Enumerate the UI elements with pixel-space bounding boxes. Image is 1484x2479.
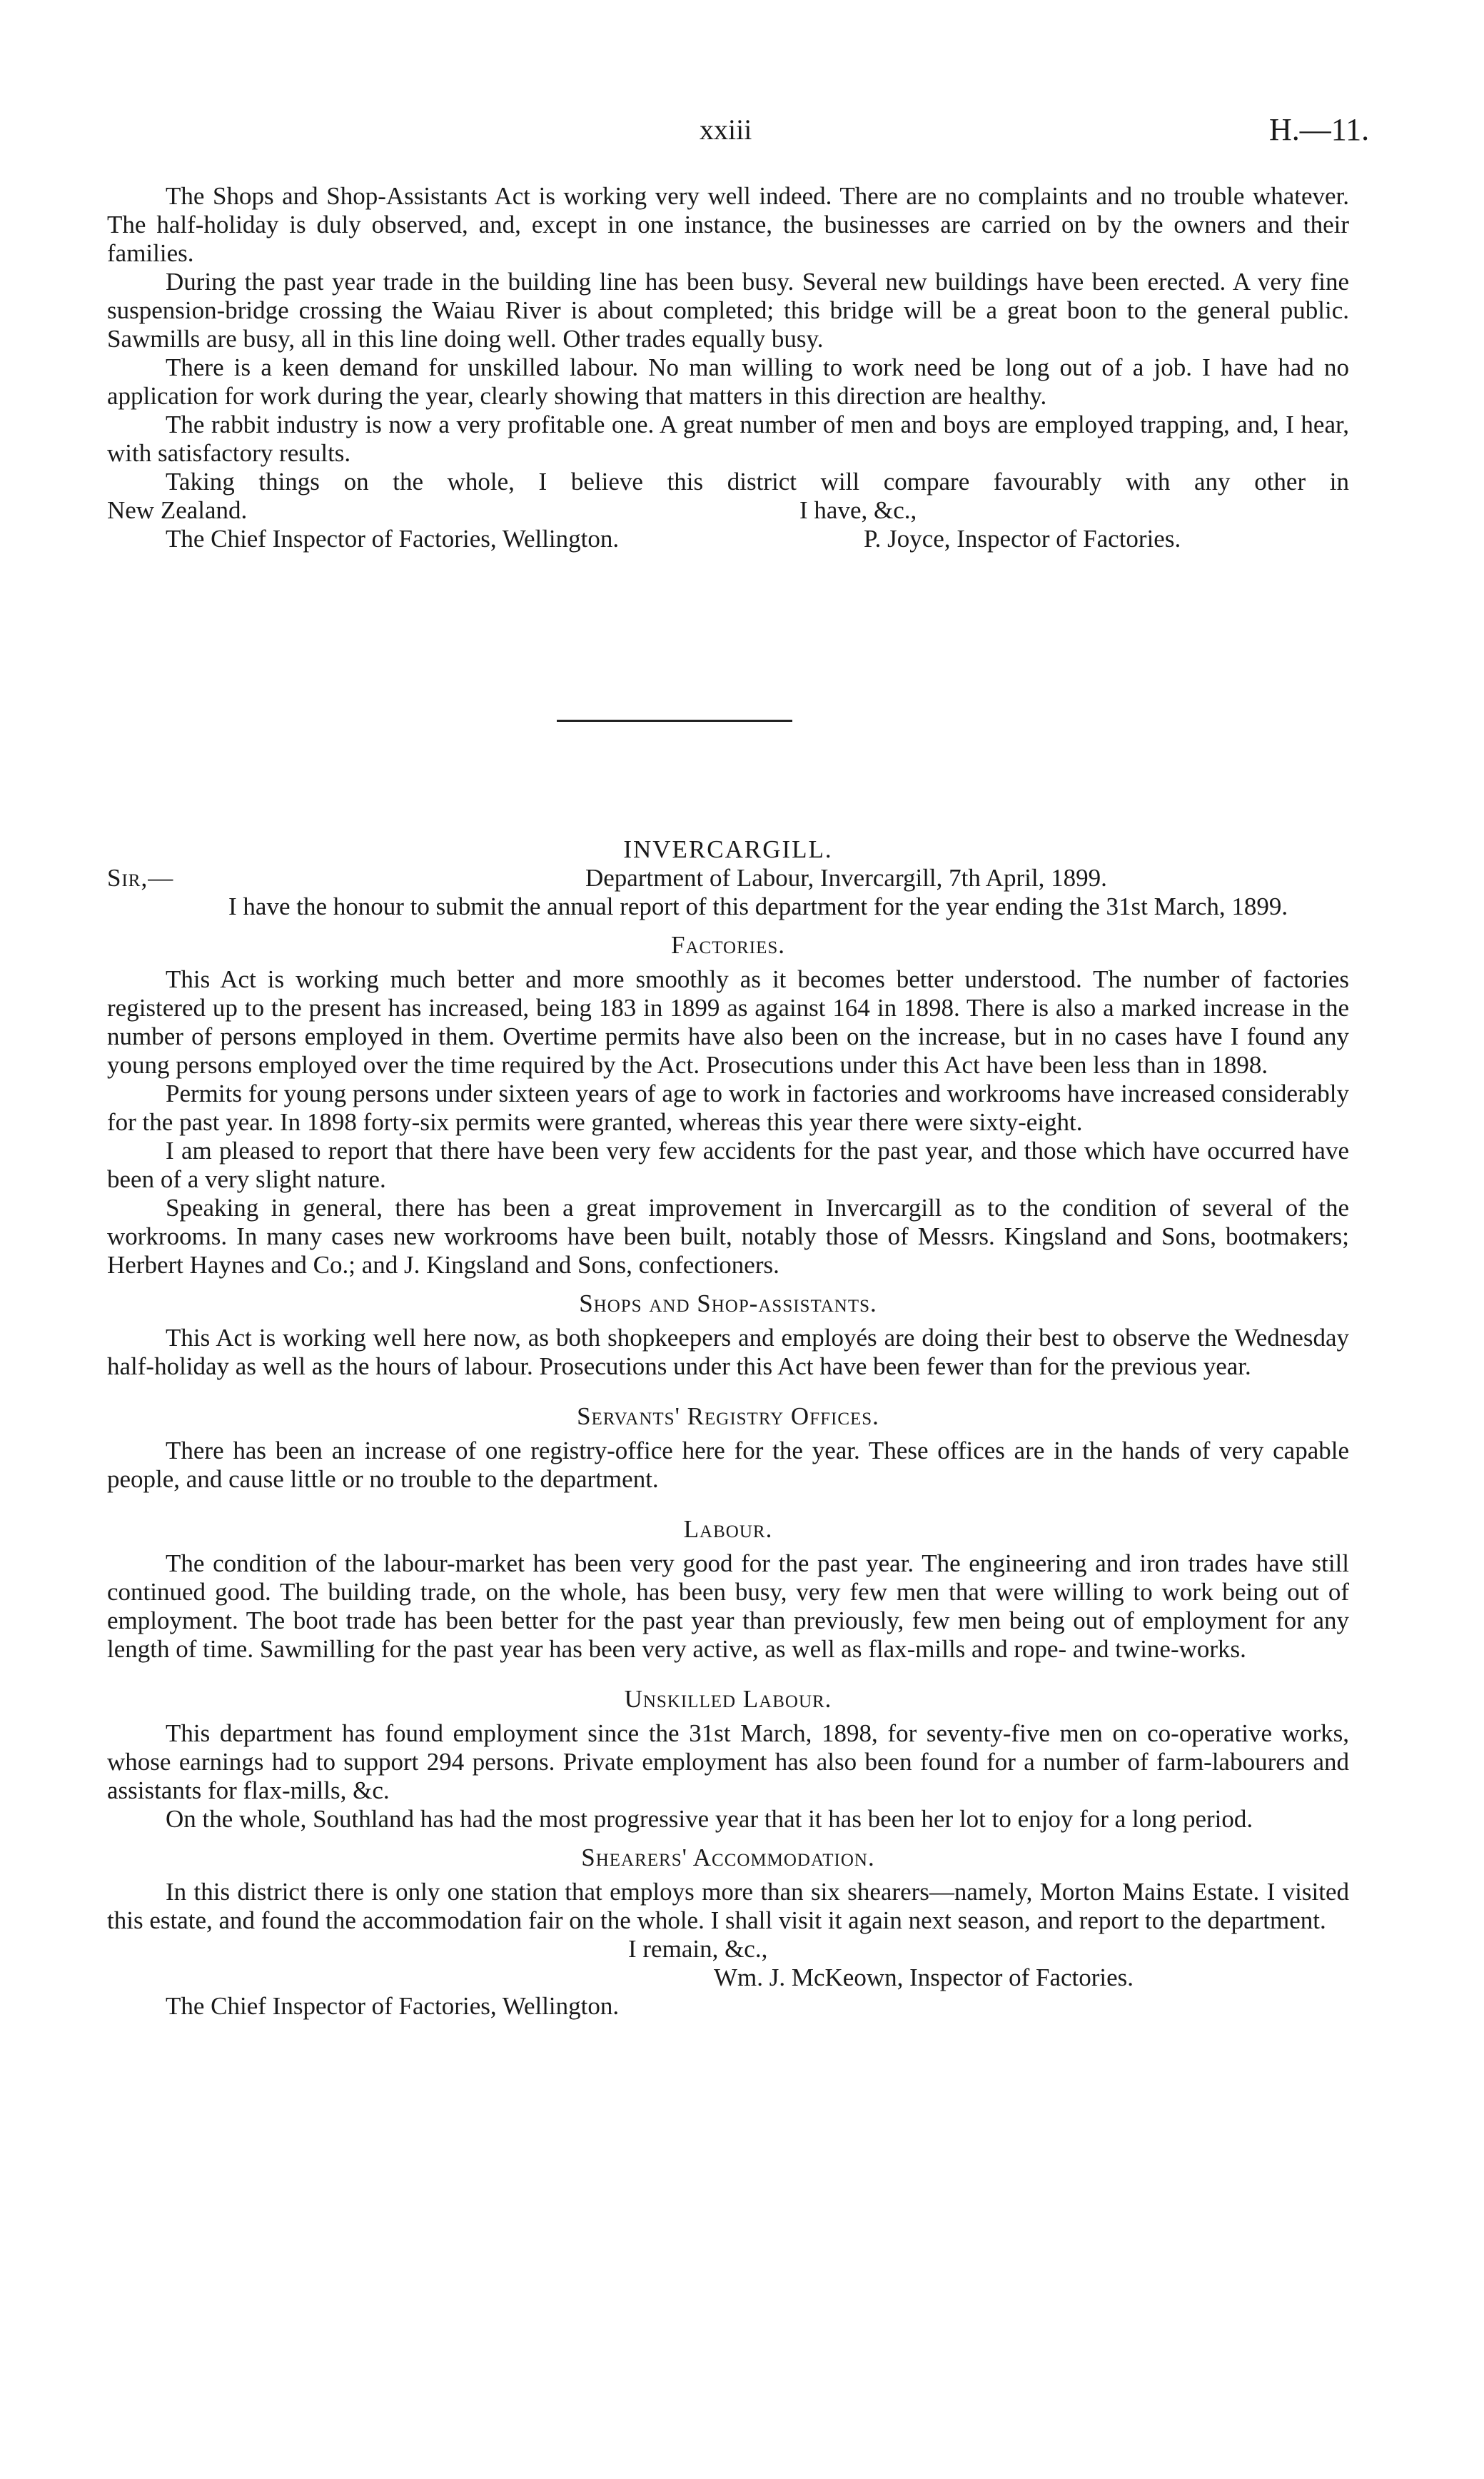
paragraph: Speaking in general, there has been a great improvement in Invercargill as to the condition of several of the workrooms. In many cases new workrooms have been built, notably those of Messrs. Kingsland and Sons, bootmakers; Herbert Haynes and Co.; and J. Kingsland and Sons, confectioners. [107,1194,1349,1279]
valediction: I have, &c., [799,496,917,524]
paragraph: The condition of the labour-market has been very good for the past year. The engineering and iron trades have still continued good. The building trade, on the whole, has been busy, very few men that were willing to work being out of employment. The boot trade has been better for the past year than previously, few men being out of employment for any length of time. Sawmilling for the past year has been very active, as well as flax-mills and rope- and twine-works. [107,1549,1349,1663]
paragraph: The Shops and Shop-Assistants Act is working very well indeed. There are no complaints and no trouble whatever. The half-holiday is duly observed, and, except in one instance, the businesses are carried on by the owners and their families. [107,182,1349,267]
paragraph: There has been an increase of one registry-office here for the year. These offices are in the hands of very capable people, and cause little or no trouble to the department. [107,1437,1349,1493]
signature-text: Wm. J. McKeown, Inspector of Factories. [714,1963,1134,1991]
dateline: Department of Labour, Invercargill, 7th April, 1899. [585,864,1107,892]
paragraph: I am pleased to report that there have been very few accidents for the past year, and those which have occurred have been of a very slight nature. [107,1137,1349,1193]
heading-unskilled-labour: Unskilled Labour. [624,1685,832,1713]
valediction-text: I remain, &c., [628,1935,768,1963]
invercargill-report [107,835,1349,2021]
closing-sentence-end: New Zealand. [107,496,248,524]
paragraph: This Act is working much better and more smoothly as it becomes better understood. The number of factories registered up to the present has increased, being 183 in 1899 as against 164 in 1898. There is also a marked increase in the number of persons employed in them. Overtime permits have also been on the increase, but in no cases have I found any young persons employed over the time required by the Act. Prosecutions under this Act have been less than in 1898. [107,965,1349,1079]
previous-report-tail [107,182,1349,553]
dateline-row [107,864,1349,892]
signature [864,525,1181,553]
signature-row [107,525,1349,553]
page-number: xxiii [700,114,752,146]
closing-row [107,496,1349,525]
heading-labour: Labour. [683,1515,773,1543]
intro-paragraph: I have the honour to submit the annual report of this department for the year ending the 31st March, 1899. [228,892,1288,920]
heading-factories: Factories. [671,931,785,959]
paragraph: There is a keen demand for unskilled labour. No man willing to work need be long out of a job. I have had no application for work during the year, clearly showing that matters in this direction are healthy. [107,353,1349,410]
paragraph: On the whole, Southland has had the most progressive year that it has been her lot to enjoy for a long period. [166,1805,1253,1833]
addressee: The Chief Inspector of Factories, Wellington. [166,1992,620,2020]
addressee: The Chief Inspector of Factories, Wellington. [166,525,620,553]
heading-shearers-accommodation: Shearers' Accommodation. [581,1844,875,1871]
heading-servants-registry: Servants' Registry Offices. [577,1402,879,1430]
salutation: Sir,— [107,864,174,892]
signature-text: P. Joyce, Inspector of Factories. [864,525,1181,553]
document-reference: H.—11. [1269,112,1370,147]
paragraph: Permits for young persons under sixteen years of age to work in factories and workrooms have increased considerably for the past year. In 1898 forty-six permits were granted, whereas this year there were sixty-eight. [107,1080,1349,1136]
closing-sentence-text: Taking things on the whole, I believe this district will compare favourably with any other in [166,468,1349,496]
valediction [107,1935,1349,1963]
paragraph: This department has found employment since the 31st March, 1898, for seventy-five men on co-operative works, whose earnings had to support 294 persons. Private employment has also been found for a number of farm-labourers and assistants for flax-mills, &c. [107,1719,1349,1804]
paragraph: During the past year trade in the building line has been busy. Several new buildings have been erected. A very fine suspension-bridge crossing the Waiau River is about completed; this bridge will be a great boon to the general public. Sawmills are busy, all in this line doing well. Other trades equally busy. [107,268,1349,353]
section-title: INVERCARGILL. [623,835,833,863]
signature [107,1963,1349,1992]
closing-sentence [107,468,1349,496]
paragraph: In this district there is only one station that employs more than six shearers—namely, Morton Mains Estate. I visited this estate, and found the accommodation fair on the whole. I shall visit it again next season, and report to the department. [107,1878,1349,1934]
heading-shops: Shops and Shop-assistants. [579,1289,877,1317]
paragraph: This Act is working well here now, as both shopkeepers and employés are doing their best to observe the Wednesday half-holiday as well as the hours of labour. Prosecutions under this Act have been fewer than for the previous year. [107,1324,1349,1380]
paragraph: The rabbit industry is now a very profitable one. A great number of men and boys are employed trapping, and, I hear, with satisfactory results. [107,411,1349,467]
section-divider [557,720,792,722]
